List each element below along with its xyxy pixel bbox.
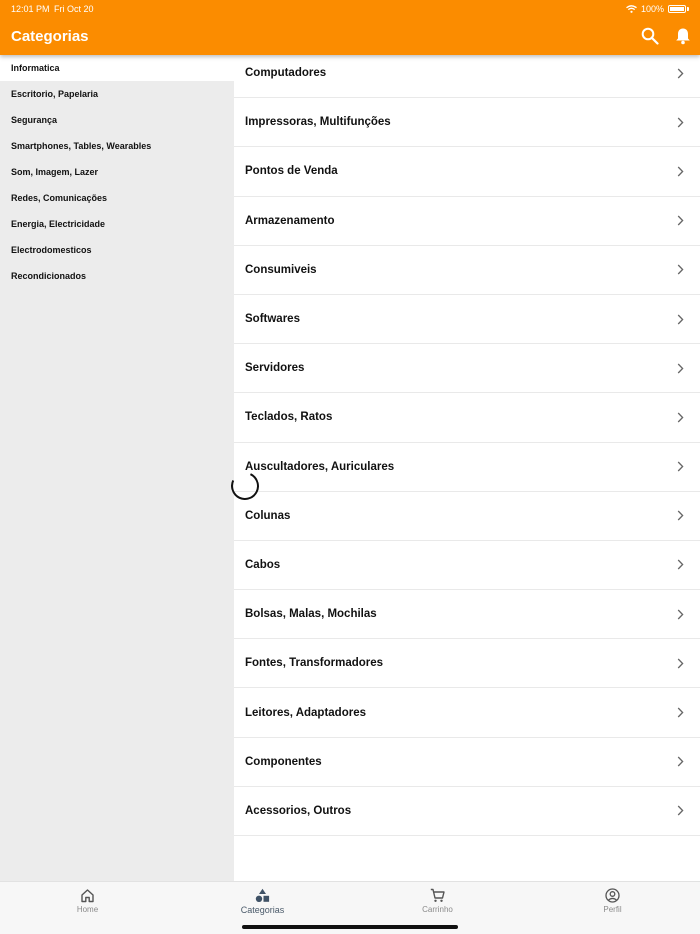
chevron-right-icon: [677, 314, 684, 325]
subcategory-label: Cabos: [245, 558, 281, 571]
subcategory-label: Bolsas, Malas, Mochilas: [245, 608, 377, 621]
subcategory-row[interactable]: [234, 197, 700, 246]
sidebar-item-smartphones[interactable]: [0, 133, 234, 159]
chevron-right-icon: [677, 264, 684, 275]
subcategory-label: Consumiveis: [245, 263, 317, 276]
tab-carrinho[interactable]: [350, 882, 525, 922]
sidebar-item-redes[interactable]: [0, 185, 234, 211]
battery-percent: 100%: [640, 4, 664, 14]
subcategory-label: Fontes, Transformadores: [245, 657, 384, 670]
app-header: [0, 0, 700, 55]
subcategory-row[interactable]: [234, 787, 700, 836]
category-sidebar: [0, 55, 234, 881]
chevron-right-icon: [677, 510, 684, 521]
sidebar-item-label: Segurança: [11, 115, 58, 125]
subcategory-label: Componentes: [245, 755, 322, 768]
sidebar-item-electrodomesticos[interactable]: [0, 237, 234, 263]
chevron-right-icon: [677, 363, 684, 374]
categories-icon: [255, 888, 270, 903]
chevron-right-icon: [677, 805, 684, 816]
page-title: Categorias: [11, 28, 89, 45]
tab-perfil[interactable]: [525, 882, 700, 922]
chevron-right-icon: [677, 609, 684, 620]
subcategory-row[interactable]: [234, 541, 700, 590]
sidebar-item-energia[interactable]: [0, 211, 234, 237]
status-indicators: [626, 4, 689, 14]
subcategory-row[interactable]: [234, 344, 700, 393]
subcategory-row[interactable]: [234, 147, 700, 196]
sidebar-item-label: Electrodomesticos: [11, 245, 92, 255]
profile-icon: [605, 888, 620, 903]
chevron-right-icon: [677, 461, 684, 472]
home-indicator: [242, 925, 458, 929]
subcategory-row[interactable]: [234, 49, 700, 98]
sidebar-item-label: Energia, Electricidade: [11, 219, 106, 229]
tab-label: Perfil: [603, 905, 622, 914]
chevron-right-icon: [677, 412, 684, 423]
subcategory-label: Computadores: [245, 67, 327, 80]
subcategory-row[interactable]: [234, 246, 700, 295]
subcategory-row[interactable]: [234, 738, 700, 787]
subcategory-row[interactable]: [234, 443, 700, 492]
sidebar-item-informatica[interactable]: [0, 55, 234, 81]
cart-icon: [430, 888, 445, 903]
subcategory-row[interactable]: [234, 393, 700, 442]
subcategory-row[interactable]: [234, 98, 700, 147]
subcategory-label: Teclados, Ratos: [245, 411, 333, 424]
tab-label: Home: [76, 905, 99, 914]
sidebar-item-label: Som, Imagem, Lazer: [11, 167, 99, 177]
subcategory-row[interactable]: [234, 590, 700, 639]
status-date: Fri Oct 20: [54, 4, 94, 14]
tab-categorias[interactable]: [175, 882, 350, 922]
subcategory-row[interactable]: [234, 295, 700, 344]
wifi-icon: [626, 5, 637, 13]
sidebar-item-som-imagem[interactable]: [0, 159, 234, 185]
subcategory-label: Colunas: [245, 509, 291, 522]
sidebar-item-seguranca[interactable]: [0, 107, 234, 133]
subcategory-label: Leitores, Adaptadores: [245, 706, 366, 719]
subcategory-label: Impressoras, Multifunções: [245, 116, 391, 129]
subcategory-row[interactable]: [234, 688, 700, 737]
subcategory-label: Acessorios, Outros: [245, 804, 352, 817]
chevron-right-icon: [677, 215, 684, 226]
bell-icon[interactable]: [675, 27, 691, 45]
subcategory-label: Servidores: [245, 362, 305, 375]
tab-home[interactable]: [0, 882, 175, 922]
chevron-right-icon: [677, 707, 684, 718]
sidebar-item-label: Redes, Comunicações: [11, 193, 108, 203]
subcategory-label: Softwares: [245, 313, 300, 326]
search-icon[interactable]: [641, 27, 659, 45]
tab-label: Carrinho: [422, 905, 453, 914]
sidebar-item-recondicionados[interactable]: [0, 263, 234, 289]
battery-tip: [687, 7, 689, 11]
chevron-right-icon: [677, 68, 684, 79]
home-icon: [80, 888, 95, 903]
sidebar-item-label: Escritorio, Papelaria: [11, 89, 99, 99]
chevron-right-icon: [677, 117, 684, 128]
status-bar: [0, 0, 700, 17]
sidebar-item-label: Recondicionados: [11, 271, 87, 281]
subcategory-row[interactable]: [234, 492, 700, 541]
sidebar-item-label: Informatica: [11, 63, 60, 73]
chevron-right-icon: [677, 756, 684, 767]
subcategory-label: Auscultadores, Auriculares: [245, 460, 395, 473]
tab-label: Categorias: [240, 905, 285, 915]
subcategory-row[interactable]: [234, 639, 700, 688]
status-time: 12:01 PM: [11, 4, 50, 14]
subcategory-label: Armazenamento: [245, 214, 335, 227]
sidebar-item-label: Smartphones, Tables, Wearables: [11, 141, 152, 151]
subcategory-list: [234, 49, 700, 836]
chevron-right-icon: [677, 559, 684, 570]
subcategory-label: Pontos de Venda: [245, 165, 338, 178]
sidebar-item-escritorio[interactable]: [0, 81, 234, 107]
chevron-right-icon: [677, 658, 684, 669]
chevron-right-icon: [677, 166, 684, 177]
battery-icon: [668, 5, 686, 13]
